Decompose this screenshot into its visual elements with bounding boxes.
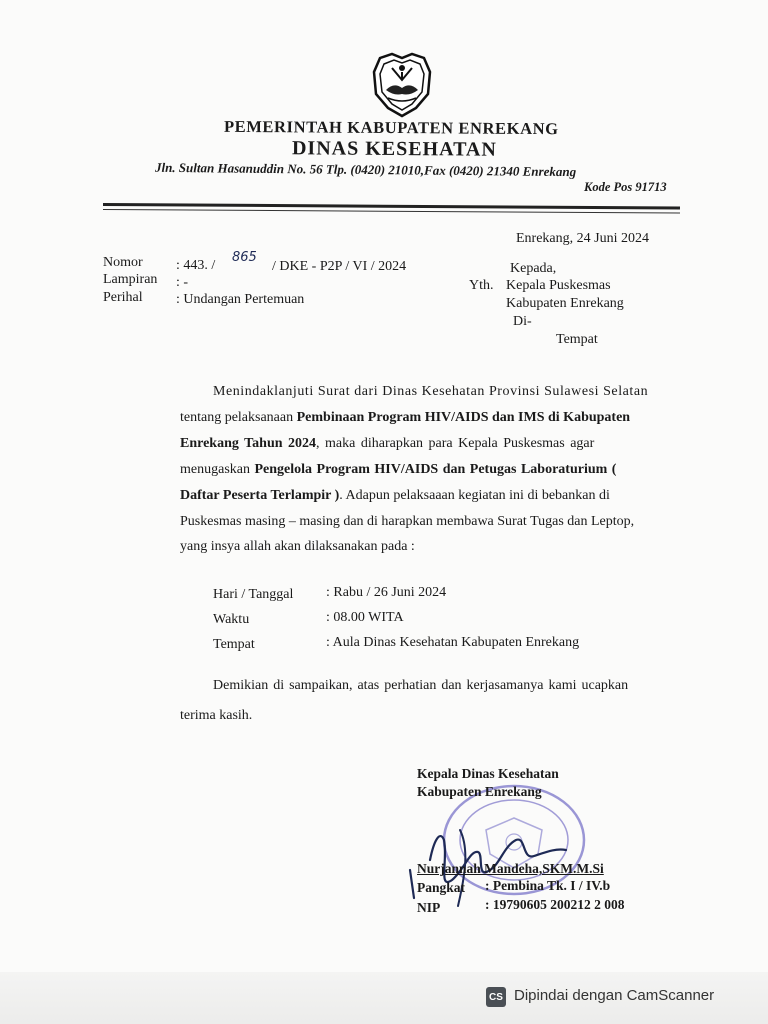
- recipient-greeting: Kepada,: [510, 261, 557, 276]
- camscanner-logo-icon: CS: [486, 987, 506, 1007]
- program-year-bold: Enrekang Tahun 2024: [180, 436, 317, 451]
- perihal-value: : Undangan Pertemuan: [176, 292, 305, 307]
- signatory-title-line1: Kepala Dinas Kesehatan: [417, 766, 559, 781]
- nip-label: NIP: [417, 900, 441, 915]
- paragraph-line-4-text: menugaskan: [180, 462, 255, 477]
- schedule-place-value: : Aula Dinas Kesehatan Kabupaten Enrekang: [326, 635, 580, 650]
- schedule-day-value: : Rabu / 26 Juni 2024: [326, 585, 447, 600]
- recipient-yth: Yth.: [469, 278, 494, 293]
- recipient-line2: Kabupaten Enrekang: [506, 296, 624, 311]
- regency-coat-of-arms-logo: [370, 50, 434, 118]
- paragraph-line-6: Puskesmas masing – masing dan di harapkan membawa Surat Tugas dan Leptop,: [180, 514, 635, 529]
- paragraph-line-2-text: tentang pelaksanaan: [180, 410, 297, 425]
- pangkat-value: : Pembina Tk. I / IV.b: [485, 878, 611, 893]
- program-name-bold: Pembinaan Program HIV/AIDS dan IMS di Kabupaten: [296, 410, 631, 425]
- paragraph-line-1: Menindaklanjuti Surat dari Dinas Kesehatan Provinsi Sulawesi Selatan: [213, 384, 649, 399]
- nip-value: : 19790605 200212 2 008: [485, 897, 625, 912]
- perihal-label: Perihal: [103, 290, 143, 305]
- closing-line-1: Demikian di sampaikan, atas perhatian dan kerjasamanya kami ucapkan: [213, 678, 629, 693]
- signatory-title-line2: Kabupaten Enrekang: [417, 784, 542, 799]
- recipient-place: Tempat: [556, 332, 598, 347]
- letterhead-address: Jln. Sultan Hasanuddin No. 56 Tlp. (0420) 21010,Fax (0420) 21340 Enrekang: [154, 159, 577, 180]
- schedule-time-value: : 08.00 WITA: [326, 610, 404, 625]
- nomor-value-prefix: : 443. /: [176, 258, 216, 273]
- camscanner-watermark-label: Dipindai dengan CamScanner: [514, 987, 715, 1004]
- paragraph-line-5: [180, 488, 610, 504]
- paragraph-line-2: [180, 410, 630, 426]
- lampiran-label: Lampiran: [103, 272, 158, 287]
- recipient-di: Di-: [513, 314, 532, 329]
- letterhead-divider-thin: [103, 209, 680, 214]
- letterhead-government-name: PEMERINTAH KABUPATEN ENREKANG: [223, 116, 559, 139]
- nomor-handwritten-number: 865: [232, 250, 257, 265]
- pangkat-label: Pangkat: [417, 880, 466, 895]
- attachment-note-bold: Daftar Peserta Terlampir ): [180, 488, 340, 503]
- signatory-name: Nurjannah Mandeha,SKM.M.Si: [417, 861, 604, 876]
- letterhead-agency-name: DINAS KESEHATAN: [291, 137, 497, 161]
- paragraph-line-3-text: , maka diharapkan para Kepala Puskesmas agar: [316, 436, 595, 451]
- schedule-time-label: Waktu: [213, 612, 250, 627]
- schedule-day-label: Hari / Tanggal: [213, 587, 294, 602]
- lampiran-value: : -: [176, 275, 189, 290]
- nomor-label: Nomor: [103, 255, 143, 270]
- closing-line-2: terima kasih.: [180, 708, 253, 723]
- assigned-staff-bold: Pengelola Program HIV/AIDS dan Petugas Laboraturium (: [254, 462, 617, 477]
- paragraph-line-5-text: . Adapun pelaksaaan kegiatan ini di bebankan di: [339, 488, 610, 503]
- letterhead-postal-code: Kode Pos 91713: [584, 180, 667, 194]
- schedule-place-label: Tempat: [213, 637, 255, 652]
- paragraph-line-7: yang insya allah akan dilaksanakan pada :: [180, 539, 415, 554]
- recipient-line1: Kepala Puskesmas: [506, 278, 611, 293]
- nomor-value-suffix: / DKE - P2P / VI / 2024: [272, 259, 407, 274]
- paragraph-line-3: [180, 436, 594, 452]
- letter-date: Enrekang, 24 Juni 2024: [516, 231, 649, 246]
- paragraph-line-4: [180, 462, 616, 478]
